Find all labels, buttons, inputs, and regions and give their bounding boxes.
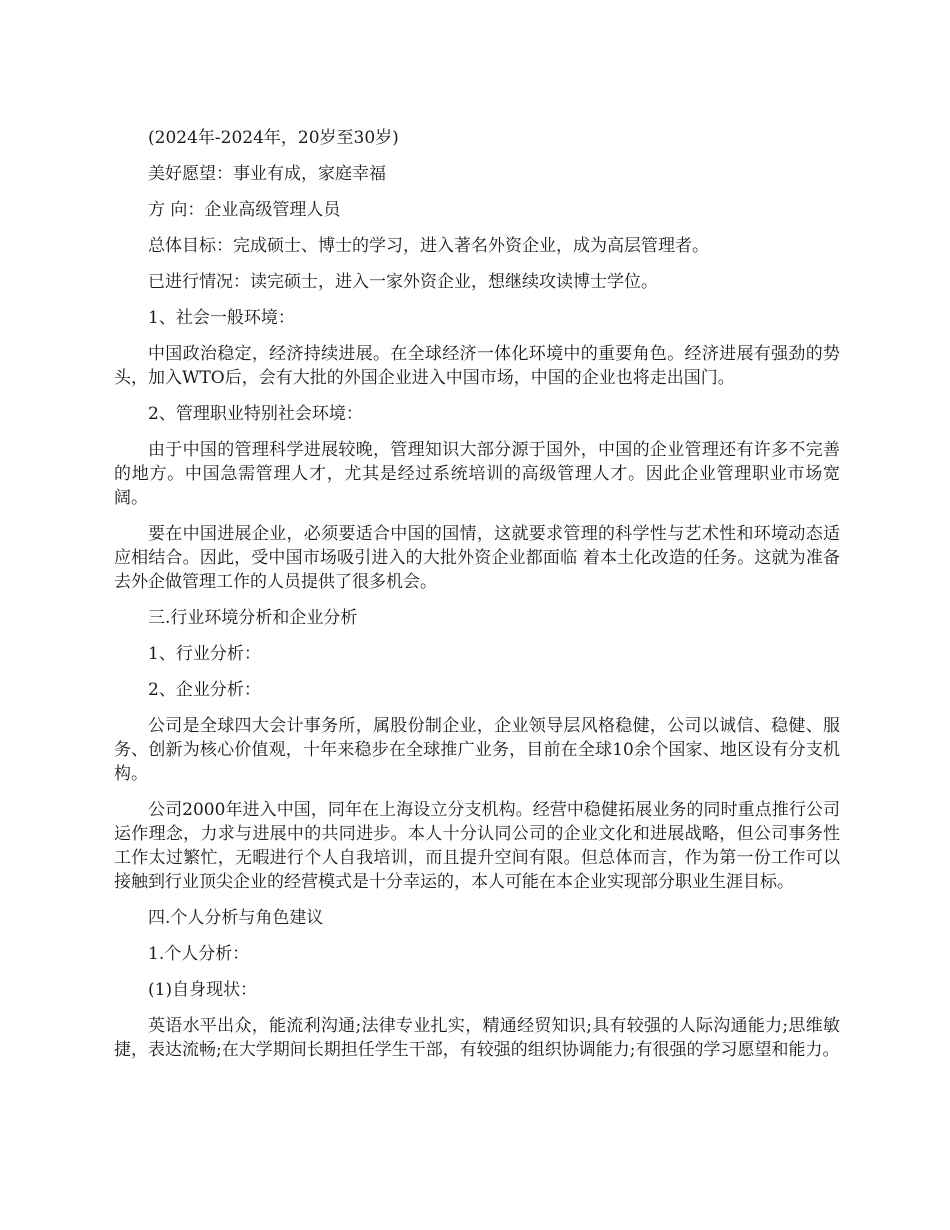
heading-personal-analysis: 1.个人分析： [148,944,250,964]
paragraph-progress: 已进行情况：读完硕士，进入一家外资企业，想继续攻读博士学位。 [148,272,658,292]
paragraph-wish: 美好愿望：事业有成，家庭幸福 [148,164,386,184]
paragraph-localization: 要在中国进展企业，必须要适合中国的国情，这就要求管理的科学性与艺术性和环境动态适应相结合。因此，受中国市场吸引进入的大批外资企业都面临 着本土化改造的任务。这就为准备去外企做管理工作的人员提供了很多机会。 [114,524,840,592]
heading-social-environment: 1、社会一般环境： [148,308,295,328]
heading-industry-analysis: 1、行业分析： [148,644,261,664]
paragraph-management-science: 由于中国的管理科学进展较晚，管理知识大部分源于国外，中国的企业管理还有许多不完善的地方。中国急需管理人才，尤其是经过系统培训的高级管理人才。因此企业管理职业市场宽阔。 [114,440,840,508]
heading-personal-analysis-section: 四.个人分析与角色建议 [148,908,324,928]
heading-industry-analysis-section: 三.行业环境分析和企业分析 [148,608,358,628]
paragraph-company-china: 公司2000年进入中国，同年在上海设立分支机构。经营中稳健拓展业务的同时重点推行公司运作理念，力求与进展中的共同进步。本人十分认同公司的企业文化和进展战略，但公司事务性工作太过繁忙，无暇进行个人自我培训，而且提升空间有限。但总体而言，作为第一份工作可以接触到行业顶尖企业的经营模式是十分幸运的，本人可能在本企业实现部分职业生涯目标。 [114,800,840,892]
paragraph-china-politics: 中国政治稳定，经济持续进展。在全球经济一体化环境中的重要角色。经济进展有强劲的势头，加入WTO后，会有大批的外国企业进入中国市场，中国的企业也将走出国门。 [114,344,840,388]
paragraph-age-range: (2024年-2024年，20岁至30岁) [148,128,399,148]
heading-management-environment: 2、管理职业特别社会环境： [148,404,363,424]
document-body [114,126,840,1074]
paragraph-direction: 方 向：企业高级管理人员 [148,200,341,220]
paragraph-company-profile: 公司是全球四大会计事务所，属股份制企业，企业领导层风格稳健，公司以诚信、稳健、服务、创新为核心价值观，十年来稳步在全球推广业务，目前在全球10余个国家、地区设有分支机构。 [114,716,840,784]
heading-current-status: (1)自身现状： [148,980,258,1000]
paragraph-skills: 英语水平出众，能流利沟通;法律专业扎实，精通经贸知识;具有较强的人际沟通能力;思维敏捷，表达流畅;在大学期间长期担任学生干部，有较强的组织协调能力;有很强的学习愿望和能力。 [114,1016,840,1060]
paragraph-overall-goal: 总体目标：完成硕士、博士的学习，进入著名外资企业，成为高层管理者。 [148,236,709,256]
heading-company-analysis: 2、企业分析： [148,680,261,700]
